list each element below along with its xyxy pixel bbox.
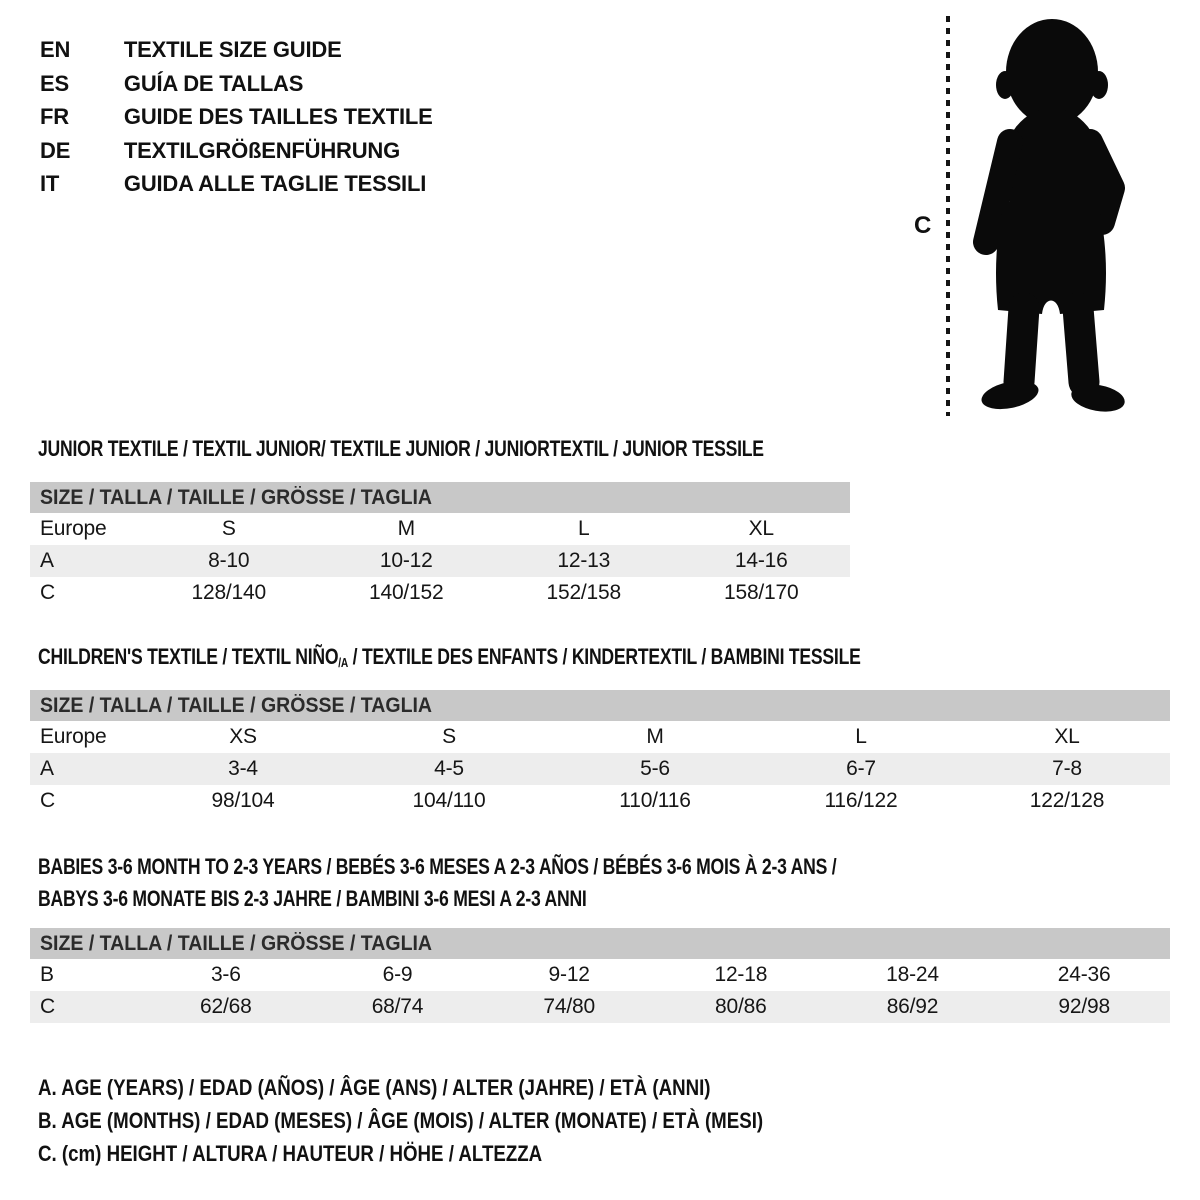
legend-line-c: C. (cm) HEIGHT / ALTURA / HAUTEUR / HÖHE / ALTEZZA (38, 1141, 543, 1166)
cell: 98/104 (211, 789, 275, 812)
cell: 9-12 (548, 963, 590, 986)
cell: 6-7 (846, 757, 876, 780)
cell: 68/74 (371, 995, 424, 1018)
cell: M (646, 725, 664, 748)
language-code: EN (40, 37, 71, 62)
table-row (30, 721, 1170, 753)
cell: L (578, 517, 590, 540)
table-row (30, 513, 850, 545)
height-measure-dashed-line (946, 16, 950, 416)
cell: 62/68 (200, 995, 252, 1018)
table-row (30, 959, 1170, 991)
title-line-1: BABIES 3-6 MONTH TO 2-3 YEARS / BEBÉS 3-6 MESES A 2-3 AÑOS / BÉBÉS 3-6 MOIS À 2-3 ANS / (38, 854, 837, 879)
language-row-de (40, 134, 433, 168)
language-row-es (40, 67, 433, 101)
language-list (40, 33, 433, 201)
cell: S (221, 517, 236, 540)
cell: 4-5 (434, 757, 464, 780)
cell: 5-6 (640, 757, 670, 780)
language-label: GUIDE DES TAILLES TEXTILE (123, 104, 433, 129)
title-text: CHILDREN'S TEXTILE / TEXTIL NIÑO (38, 644, 339, 669)
cell: 24-36 (1057, 963, 1111, 986)
cell: S (442, 725, 456, 748)
cell: 140/152 (368, 581, 444, 604)
cell: 104/110 (412, 789, 486, 812)
babies-section-title (38, 851, 836, 915)
size-header-text: SIZE / TALLA / TAILLE / GRÖSSE / TAGLIA (40, 932, 433, 955)
cell: 116/122 (824, 789, 898, 812)
legend-line-a: A. AGE (YEARS) / EDAD (AÑOS) / ÂGE (ANS) / ALTER (JAHRE) / ETÀ (ANNI) (38, 1075, 711, 1100)
cell: 10-12 (379, 549, 433, 572)
language-code: IT (40, 171, 60, 196)
language-code: DE (40, 137, 71, 163)
cell: L (855, 725, 867, 748)
cell: 128/140 (191, 581, 266, 604)
language-label: GUIDA ALLE TAGLIE TESSILI (123, 171, 427, 196)
title-line-2: BABYS 3-6 MONATE BIS 2-3 JAHRE / BAMBINI 3-6 MESI A 2-3 ANNI (38, 886, 587, 911)
row-label: A (40, 549, 54, 572)
cell: XS (229, 725, 257, 748)
babies-size-header-bar (30, 928, 1170, 959)
measurement-legend (38, 1071, 763, 1170)
cell: 18-24 (886, 963, 939, 986)
babies-size-table (30, 959, 1170, 1023)
language-code: FR (40, 104, 69, 129)
cell: M (397, 517, 415, 540)
row-label: Europe (40, 725, 107, 748)
language-label: GUÍA DE TALLAS (123, 70, 304, 96)
cell: XL (748, 517, 774, 540)
language-row-fr (40, 100, 433, 134)
row-label: C (40, 789, 55, 812)
language-row-it (40, 167, 433, 201)
title-text: / TEXTILE DES ENFANTS / KINDERTEXTIL / BAMBINI TESSILE (348, 644, 861, 669)
table-row (30, 991, 1170, 1023)
cell: 12-18 (714, 963, 768, 986)
height-measure-label: C (914, 212, 932, 239)
row-label: B (40, 963, 54, 986)
language-label: TEXTILE SIZE GUIDE (123, 37, 342, 62)
title-subscript: /A (338, 655, 349, 671)
junior-size-table (30, 513, 850, 609)
cell: 92/98 (1058, 995, 1110, 1018)
children-size-table (30, 721, 1170, 817)
table-row (30, 545, 850, 577)
row-label: Europe (40, 517, 107, 540)
cell: XL (1054, 725, 1080, 748)
table-row (30, 785, 1170, 817)
cell: 3-6 (210, 963, 241, 986)
language-row-en (40, 33, 433, 67)
cell: 7-8 (1052, 757, 1082, 780)
row-label: C (40, 995, 55, 1018)
cell: 152/158 (546, 581, 621, 604)
cell: 8-10 (208, 549, 250, 572)
legend-line-b: B. AGE (MONTHS) / EDAD (MESES) / ÂGE (MOIS) / ALTER (MONATE) / ETÀ (MESI) (38, 1108, 764, 1133)
cell: 6-9 (382, 963, 413, 986)
cell: 110/116 (619, 789, 691, 812)
cell: 80/86 (715, 995, 767, 1018)
cell: 122/128 (1029, 789, 1105, 812)
table-row (30, 753, 1170, 785)
cell: 158/170 (723, 581, 799, 604)
cell: 12-13 (557, 549, 611, 572)
toddler-silhouette-icon (960, 10, 1150, 415)
cell: 3-4 (228, 757, 258, 780)
children-section-title (38, 641, 861, 679)
size-header-text: SIZE / TALLA / TAILLE / GRÖSSE / TAGLIA (40, 694, 433, 717)
cell: 86/92 (886, 995, 939, 1018)
language-code: ES (40, 70, 69, 96)
cell: 74/80 (543, 995, 595, 1018)
junior-size-header-bar (30, 482, 850, 513)
table-row (30, 577, 850, 609)
row-label: C (40, 581, 55, 604)
language-label: TEXTILGRÖßENFÜHRUNG (123, 137, 400, 163)
row-label: A (40, 757, 54, 780)
children-size-header-bar (30, 690, 1170, 721)
cell: 14-16 (734, 549, 788, 572)
size-header-text: SIZE / TALLA / TAILLE / GRÖSSE / TAGLIA (40, 486, 433, 509)
junior-section-title: JUNIOR TEXTILE / TEXTIL JUNIOR/ TEXTILE JUNIOR / JUNIORTEXTIL / JUNIOR TESSILE (38, 436, 764, 461)
